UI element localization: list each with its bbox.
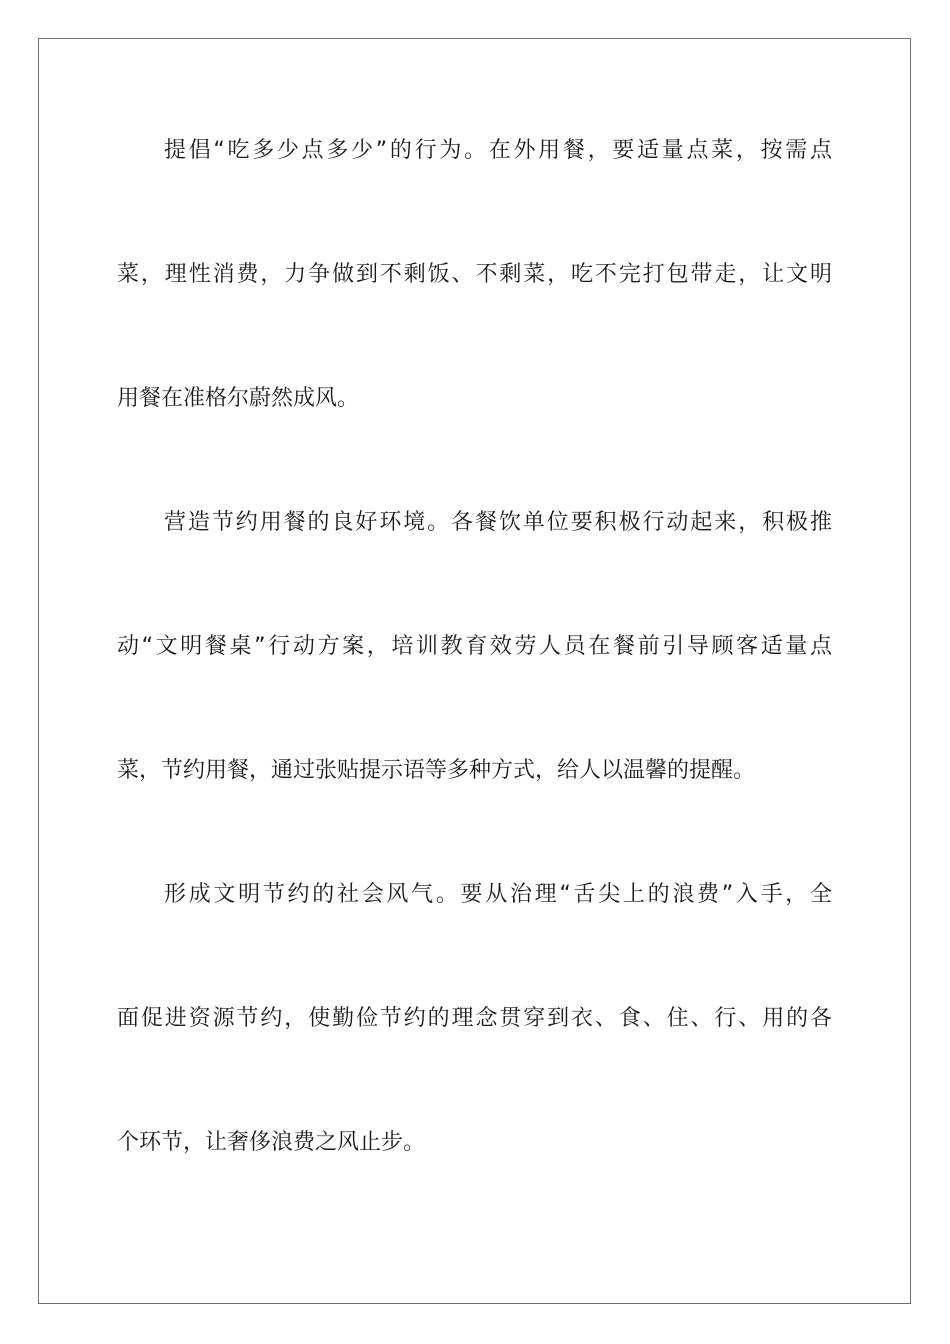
paragraph-3-line-1: 形成文明节约的社会风气。要从治理“舌尖上的浪费”入手，全 <box>164 882 832 907</box>
paragraph-1-line-1: 提倡“吃多少点多少”的行为。在外用餐，要适量点菜，按需点 <box>164 138 832 163</box>
paragraph-2-line-1: 营造节约用餐的良好环境。各餐饮单位要积极行动起来，积极推 <box>164 510 832 535</box>
paragraph-2-line-2: 动“文明餐桌”行动方案，培训教育效劳人员在餐前引导顾客适量点 <box>117 634 832 659</box>
paragraph-1-line-2: 菜，理性消费，力争做到不剩饭、不剩菜，吃不完打包带走，让文明 <box>117 262 832 287</box>
paragraph-3-line-3: 个环节，让奢侈浪费之风止步。 <box>117 1130 426 1155</box>
page-border <box>38 38 911 1304</box>
paragraph-3-line-2: 面促进资源节约，使勤俭节约的理念贯穿到衣、食、住、行、用的各 <box>117 1006 832 1031</box>
paragraph-2-line-3: 菜，节约用餐，通过张贴提示语等多种方式，给人以温馨的提醒。 <box>117 758 756 783</box>
paragraph-1-line-3: 用餐在准格尔蔚然成风。 <box>117 386 360 411</box>
